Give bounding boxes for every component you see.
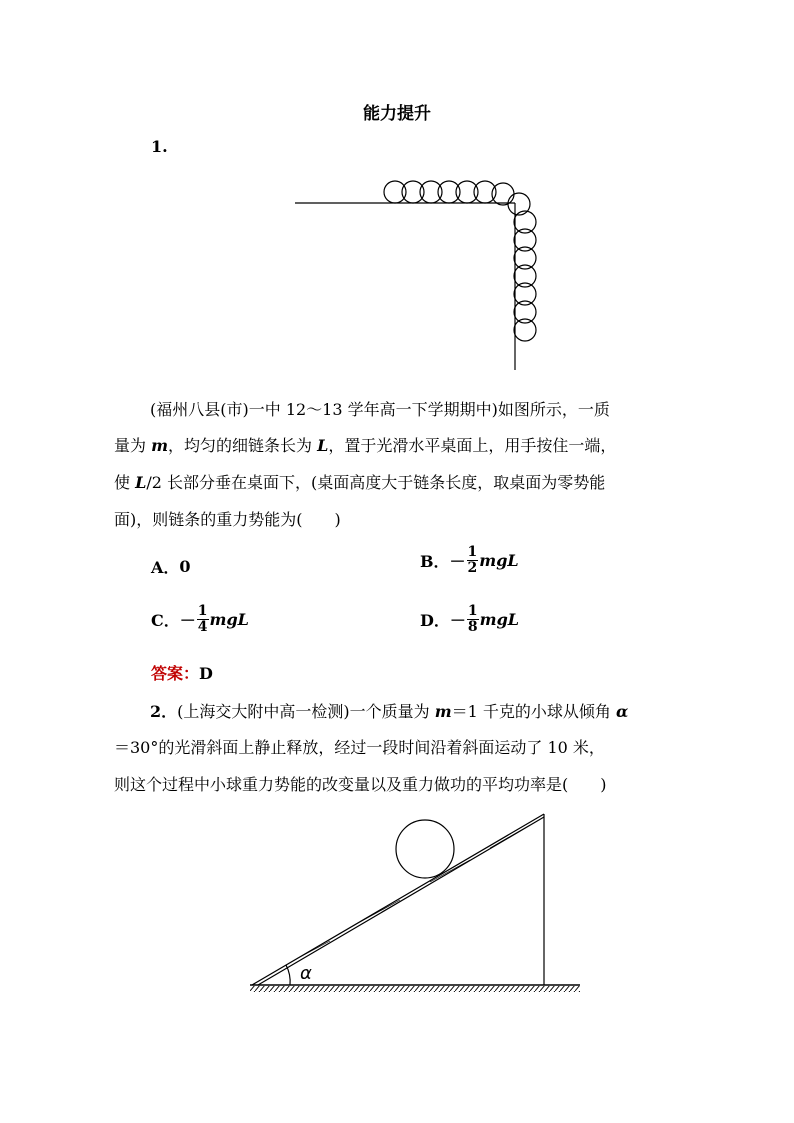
option-d: D． － $\frac{1}{8}$ mgL — [420, 603, 520, 635]
q2-text-line-2: ＝30°的光滑斜面上静止释放，经过一段时间沿着斜面运动了 10 米， — [114, 738, 605, 757]
q1-text-line-1: (福州八县(市)一中 12～13 学年高一下学期期中)如图所示，一质 — [150, 400, 610, 419]
option-b: B． － $\frac{1}{2}$ mgL — [420, 544, 519, 576]
fraction: $\frac{1}{4}$ — [197, 603, 208, 635]
answer-value: D — [199, 664, 213, 683]
question-1-number: 1. — [151, 137, 168, 156]
angle-label: α — [300, 963, 312, 984]
option-a: A． 0 — [151, 557, 191, 577]
q1-text-line-4: 面)，则链条的重力势能为( ) — [114, 510, 341, 529]
fraction: $\frac{1}{8}$ — [467, 603, 478, 635]
section-title: 能力提升 — [363, 104, 431, 124]
fraction: $\frac{1}{2}$ — [467, 544, 478, 576]
answer-label: 答案： — [151, 664, 200, 683]
q1-text-line-2: 量为 m，均匀的细链条长为 L，置于光滑水平桌面上，用手按住一端， — [114, 436, 617, 455]
answer-line — [151, 661, 213, 684]
option-c: C． － $\frac{1}{4}$ mgL — [151, 603, 249, 635]
q2-text-line-3: 则这个过程中小球重力势能的改变量以及重力做功的平均功率是( ) — [114, 775, 607, 794]
incline-figure — [0, 805, 794, 1005]
q2-text-line-1: 2．(上海交大附中高一检测)一个质量为 m＝1 千克的小球从倾角 α — [150, 702, 629, 721]
q1-text-line-3: 使 L/2 长部分垂在桌面下，(桌面高度大于链条长度，取桌面为零势能 — [114, 473, 606, 492]
chain-figure — [0, 170, 794, 550]
